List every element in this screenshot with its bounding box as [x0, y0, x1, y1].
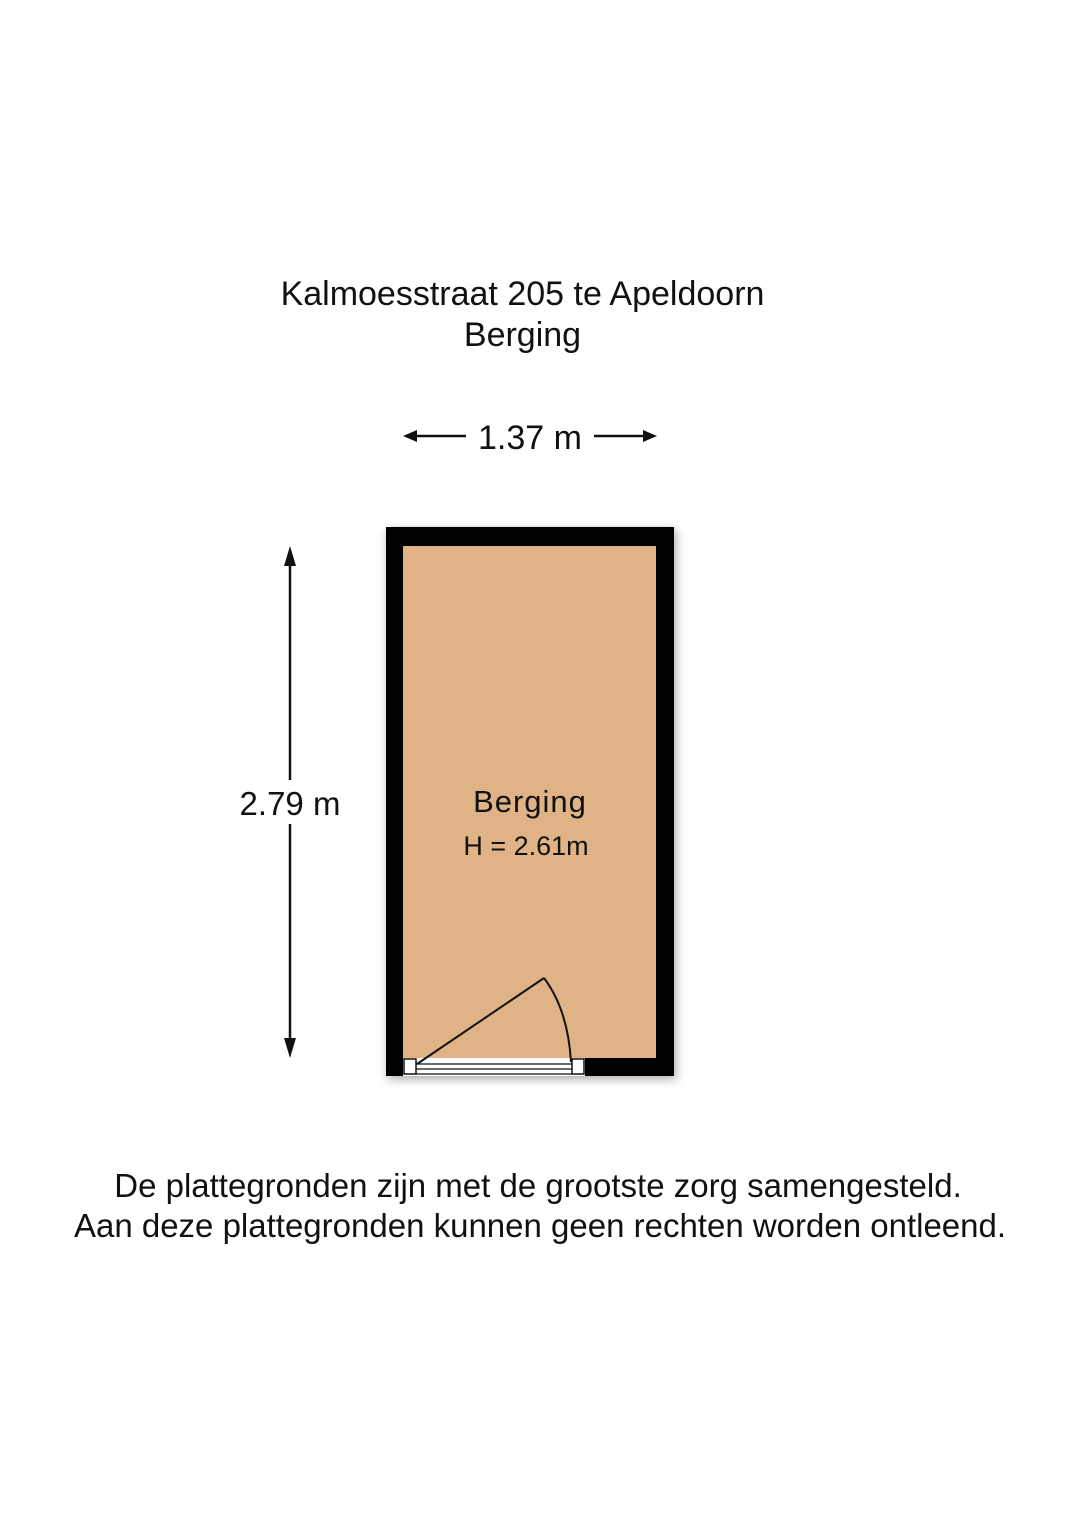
address-title: Kalmoesstraat 205 te Apeldoorn: [280, 275, 765, 313]
floor-title: Berging: [463, 316, 582, 354]
room-name-label: Berging: [473, 784, 587, 819]
depth-dimension-label: 2.79 m: [239, 785, 341, 822]
room-height-label: H = 2.61m: [463, 831, 589, 861]
width-dimension-label: 1.37 m: [478, 419, 582, 457]
disclaimer-line-2: Aan deze plattegronden kunnen geen rechten worden ontleend.: [73, 1207, 1007, 1244]
disclaimer-line-1: De plattegronden zijn met de grootste zorg samengesteld.: [114, 1167, 962, 1204]
